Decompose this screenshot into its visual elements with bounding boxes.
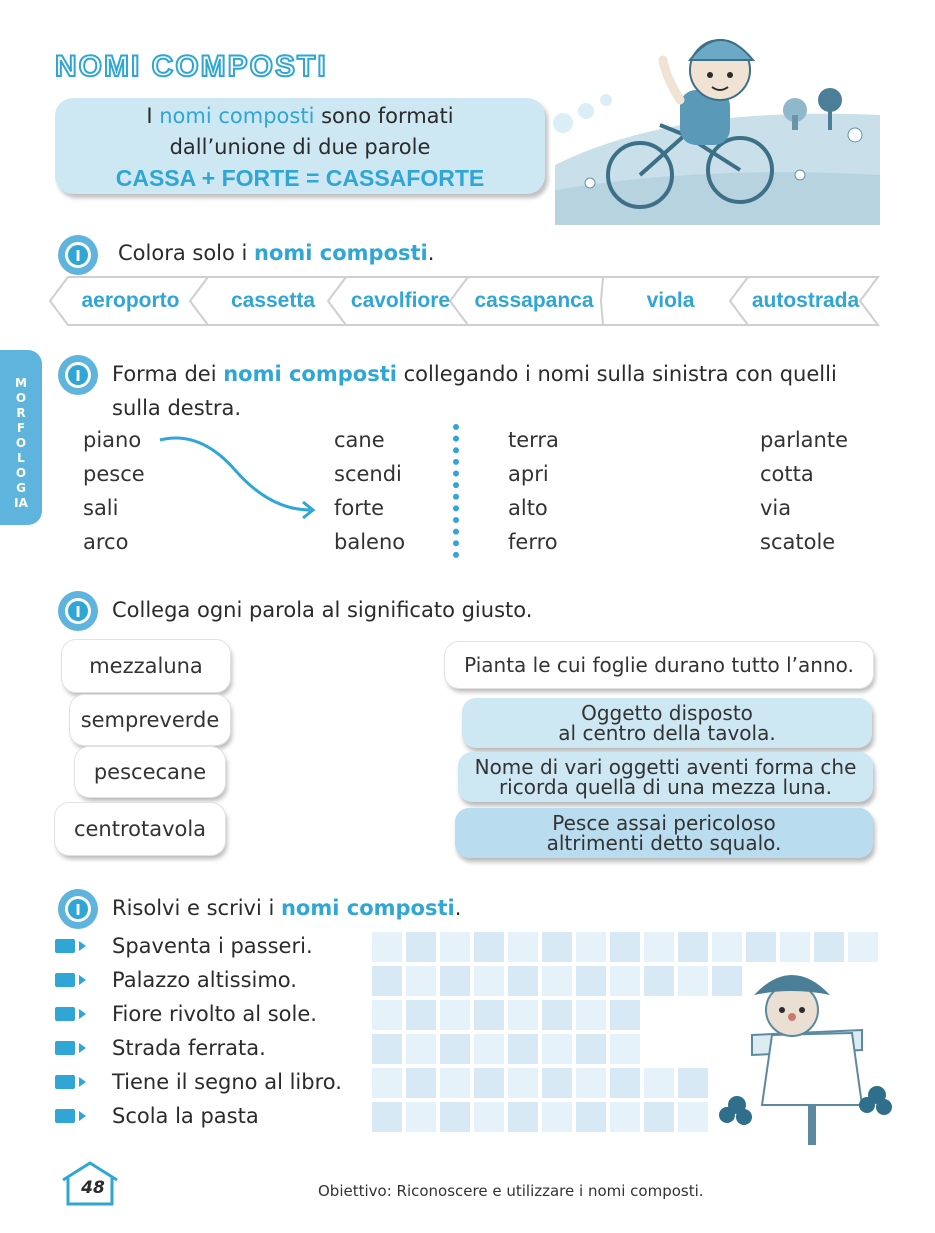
answer-cell[interactable] <box>506 930 540 964</box>
answer-cell[interactable] <box>404 1066 438 1100</box>
exercise-sun-icon <box>55 588 101 634</box>
answer-cell[interactable] <box>540 1100 574 1134</box>
answer-cell[interactable] <box>404 1032 438 1066</box>
answer-cell[interactable] <box>608 998 642 1032</box>
bullet-icon <box>55 1007 75 1021</box>
meaning-card[interactable]: Oggetto disposto al centro della tavola. <box>462 698 872 748</box>
word-card[interactable]: mezzaluna <box>62 640 230 692</box>
column-2 <box>334 423 405 559</box>
svg-text:I: I <box>75 247 81 265</box>
answer-cell[interactable] <box>676 1066 710 1100</box>
bullet-icon <box>55 1109 75 1123</box>
exercise-1-instruction: Colora solo i nomi composti. <box>118 241 435 265</box>
answer-cell[interactable] <box>506 1066 540 1100</box>
word-option[interactable]: aeroporto <box>81 289 180 312</box>
answer-cell[interactable] <box>574 930 608 964</box>
answer-cell[interactable] <box>370 998 404 1032</box>
word-right[interactable]: cane <box>334 428 385 452</box>
definition-line-2: dall’unione di due parole <box>169 135 431 159</box>
word-left[interactable]: apri <box>508 462 549 486</box>
answer-cell[interactable] <box>744 930 778 964</box>
answer-cell[interactable] <box>540 930 574 964</box>
word-left[interactable]: sali <box>83 496 119 520</box>
answer-cell[interactable] <box>574 998 608 1032</box>
meaning-card[interactable]: Nome di vari oggetti aventi forma che ricorda quella di una mezza luna. <box>458 752 873 802</box>
word-option[interactable]: cassapanca <box>474 289 594 312</box>
answer-cell[interactable] <box>404 1100 438 1134</box>
answer-cell[interactable] <box>472 998 506 1032</box>
answer-cell[interactable] <box>506 964 540 998</box>
word-option[interactable]: cavolfiore <box>350 289 451 312</box>
word-left[interactable]: alto <box>508 496 548 520</box>
answer-cell[interactable] <box>608 964 642 998</box>
answer-cell[interactable] <box>404 930 438 964</box>
word-right[interactable]: scendi <box>334 462 402 486</box>
answer-cell[interactable] <box>404 964 438 998</box>
word-left[interactable]: ferro <box>508 530 558 554</box>
definition-formula: CASSA + FORTE = CASSAFORTE <box>115 165 485 191</box>
column-4 <box>760 423 848 559</box>
answer-cell[interactable] <box>438 1032 472 1066</box>
answer-cell[interactable] <box>642 930 676 964</box>
bullet-icon <box>55 973 75 987</box>
answer-cell[interactable] <box>608 930 642 964</box>
word-option[interactable]: cassetta <box>230 289 316 312</box>
word-left[interactable]: terra <box>508 428 559 452</box>
exercise-sun-icon <box>55 886 101 932</box>
answer-cell[interactable] <box>370 1066 404 1100</box>
clue-item: Scola la pasta <box>55 1099 355 1133</box>
exercise-sun-icon <box>55 352 101 398</box>
word-option[interactable]: viola <box>646 289 695 312</box>
svg-text:I: I <box>75 603 81 621</box>
word-right[interactable]: parlante <box>760 428 848 452</box>
clue-item: Spaventa i passeri. <box>55 929 355 963</box>
answer-cell[interactable] <box>472 930 506 964</box>
answer-cell[interactable] <box>506 1032 540 1066</box>
meaning-card[interactable]: Pesce assai pericoloso altrimenti detto squalo. <box>455 808 873 858</box>
answer-cell[interactable] <box>608 1100 642 1134</box>
answer-cell[interactable] <box>846 930 880 964</box>
answer-cell[interactable] <box>438 1066 472 1100</box>
answer-cell[interactable] <box>404 998 438 1032</box>
word-right[interactable]: baleno <box>334 530 406 554</box>
word-option[interactable]: autostrada <box>751 289 860 312</box>
answer-cell[interactable] <box>642 964 676 998</box>
answer-cell[interactable] <box>438 998 472 1032</box>
answer-cell[interactable] <box>472 1100 506 1134</box>
word-right[interactable]: cotta <box>760 462 814 486</box>
answer-cell[interactable] <box>812 930 846 964</box>
answer-cell[interactable] <box>608 1066 642 1100</box>
word-left[interactable]: arco <box>83 530 129 554</box>
answer-cell[interactable] <box>608 1032 642 1066</box>
answer-cell[interactable] <box>370 930 404 964</box>
answer-cell[interactable] <box>472 964 506 998</box>
footer-objective: Obiettivo: Riconoscere e utilizzare i nomi composti. <box>318 1182 704 1200</box>
word-right[interactable]: via <box>760 496 792 520</box>
bullet-icon <box>55 939 75 953</box>
answer-cell[interactable] <box>506 998 540 1032</box>
answer-cell[interactable] <box>370 1100 404 1134</box>
answer-cell[interactable] <box>438 930 472 964</box>
word-left[interactable]: piano <box>83 428 142 452</box>
clue-item: Tiene il segno al libro. <box>55 1065 355 1099</box>
clue-item: Strada ferrata. <box>55 1031 355 1065</box>
scarecrow-illustration <box>712 965 897 1145</box>
side-tab-label: MORFOLOGIA <box>14 376 28 510</box>
exercise-sun-icon <box>55 232 101 278</box>
exercise-3-instruction: Collega ogni parola al significato giusto. <box>112 598 533 622</box>
answer-cell[interactable] <box>642 1066 676 1100</box>
column-divider <box>453 424 459 558</box>
answer-cell[interactable] <box>370 964 404 998</box>
word-left[interactable]: pesce <box>83 462 145 486</box>
definition-box <box>55 98 545 194</box>
answer-cell[interactable] <box>574 964 608 998</box>
word-card[interactable]: sempreverde <box>70 695 230 745</box>
side-tab-morfologia <box>0 350 42 525</box>
answer-cell[interactable] <box>506 1100 540 1134</box>
answer-cell[interactable] <box>778 930 812 964</box>
svg-text:I: I <box>75 367 81 385</box>
word-right[interactable]: scatole <box>760 530 836 554</box>
clue-list <box>55 929 355 1133</box>
answer-cell[interactable] <box>710 930 744 964</box>
answer-cell[interactable] <box>540 964 574 998</box>
answer-cell[interactable] <box>472 1032 506 1066</box>
example-arrow <box>155 430 325 525</box>
exercise-4-instruction: Risolvi e scrivi i nomi composti. <box>112 896 462 920</box>
word-card[interactable]: centrotavola <box>55 803 225 855</box>
clue-item: Palazzo altissimo. <box>55 963 355 997</box>
svg-text:I: I <box>75 901 81 919</box>
page-title: NOMI COMPOSTI <box>55 50 328 83</box>
child-bicycle-illustration <box>555 15 880 225</box>
answer-cell[interactable] <box>676 1100 710 1134</box>
answer-cell[interactable] <box>540 1032 574 1066</box>
answer-cell[interactable] <box>438 964 472 998</box>
meaning-card[interactable]: Pianta le cui foglie durano tutto l’anno. <box>445 642 873 688</box>
answer-cell[interactable] <box>642 1100 676 1134</box>
page-number: 48 <box>81 1178 105 1198</box>
exercise-2-instruction: Forma dei nomi composti collegando i nomi sulla sinistra con quelli sulla destra. <box>112 362 837 420</box>
word-card[interactable]: pescecane <box>75 747 225 797</box>
column-3 <box>508 423 559 559</box>
column-1 <box>83 423 145 559</box>
bullet-icon <box>55 1041 75 1055</box>
answer-cell[interactable] <box>574 1066 608 1100</box>
bullet-icon <box>55 1075 75 1089</box>
answer-cell[interactable] <box>472 1066 506 1100</box>
answer-cell[interactable] <box>540 1066 574 1100</box>
answer-cell[interactable] <box>574 1100 608 1134</box>
answer-cell[interactable] <box>370 1032 404 1066</box>
word-right[interactable]: forte <box>334 496 385 520</box>
answer-cell[interactable] <box>676 964 710 998</box>
clue-item: Fiore rivolto al sole. <box>55 997 355 1031</box>
answer-cell[interactable] <box>676 930 710 964</box>
answer-cell[interactable] <box>438 1100 472 1134</box>
answer-cell[interactable] <box>540 998 574 1032</box>
word-strip <box>48 275 883 327</box>
definition-line-1: I nomi composti sono formati <box>146 104 454 128</box>
answer-cell[interactable] <box>574 1032 608 1066</box>
